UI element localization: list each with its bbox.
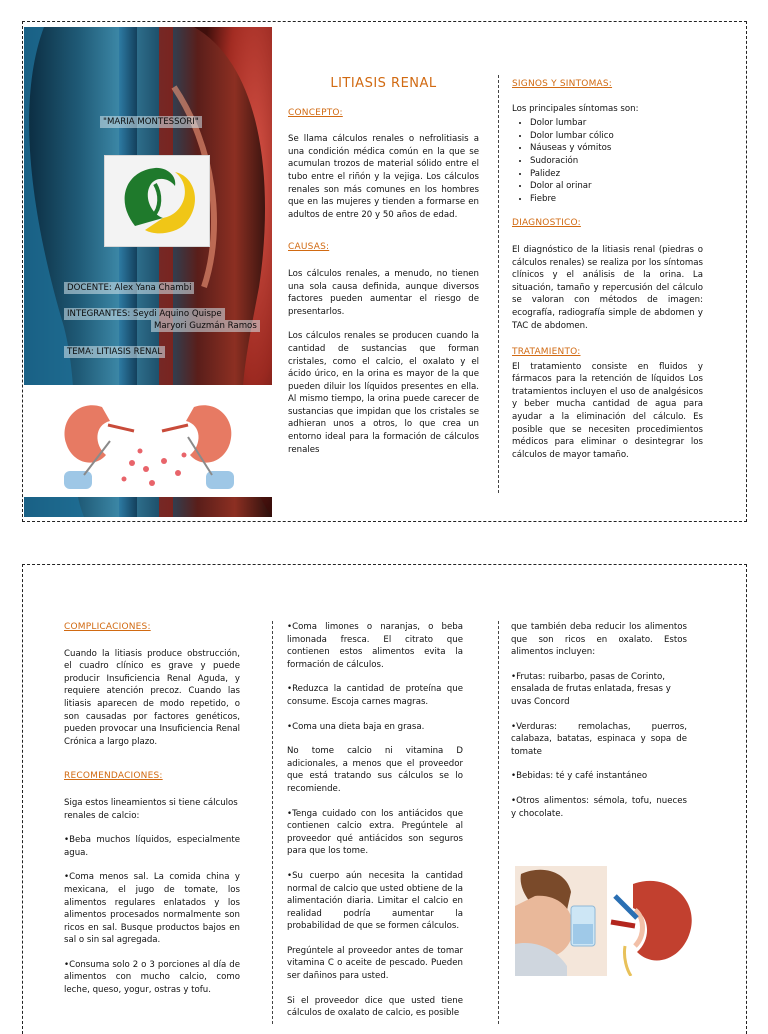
- recomendacion-item: •Bebidas: té y café instantáneo: [511, 771, 648, 782]
- complicaciones-heading: COMPLICACIONES:: [64, 622, 151, 632]
- right-column: [512, 78, 703, 473]
- recomendacion-item: No tome calcio ni vitamina D adicionales, a menos que el proveedor que está tratando sus cálculos se lo recomiende.: [287, 746, 463, 794]
- causas-heading: CAUSAS:: [288, 242, 330, 253]
- list-item: • Sudoración: [530, 155, 703, 168]
- list-item: • Náuseas y vómitos: [530, 142, 703, 155]
- recomendacion-item: •Beba muchos líquidos, especialmente agua.: [64, 835, 240, 858]
- integrantes-name-2: Maryori Guzmán Ramos: [151, 320, 260, 332]
- kidney-surgery-illustration: [24, 385, 272, 497]
- recomendacion-item: •Tenga cuidado con los antiácidos que contienen calcio extra. Pregúntele al proveedor qué antiácidos son seguros para que los tome.: [287, 808, 463, 857]
- recomendacion-item: Pregúntele al proveedor antes de tomar vitamina C o aceite de pescado. Pueden ser dañinos para usted.: [287, 945, 463, 982]
- recomendaciones-intro: Siga estos lineamientos si tiene cálculos renales de calcio:: [64, 797, 238, 821]
- causas-text-1: Los cálculos renales, a menudo, no tienen una sola causa definida, aunque diversos factores pueden aumentar el riesgo de presentarlos.: [288, 268, 479, 317]
- right-column-p2: [511, 621, 687, 832]
- docente-label: DOCENTE: Alex Yana Chambi: [64, 282, 194, 294]
- recomendacion-item: que también deba reducir los alimentos que son ricos en oxalato. Estos alimentos incluyen:: [511, 622, 687, 658]
- list-item: • Dolor al orinar: [530, 180, 703, 193]
- tratamiento-heading: TRATAMIENTO:: [512, 347, 581, 358]
- recomendacion-item: •Coma limones o naranjas, o beba limonada fresca. El citrato que contienen estos alimentos evita la formación de cálculos.: [287, 622, 463, 670]
- signos-intro: Los principales síntomas son:: [512, 103, 639, 114]
- recomendacion-item: •Frutas: ruibarbo, pasas de Corinto, ensalada de frutas enlatada, fresas y uvas Concord: [511, 671, 671, 707]
- recomendacion-item: •Verduras: remolachas, puerros, calabaza, batatas, espinaca y sopa de tomate: [511, 721, 687, 757]
- tema-label: TEMA: LITIASIS RENAL: [64, 346, 165, 358]
- concepto-text: Se llama cálculos renales o nefrolitiasis a una condición médica común en la que se acumulan trozos de material sólido entre el tubo entre el riñón y la vejiga. Los cálculos renales son más comunes en los hombres que en las mujeres y tienden a formarse en adultos de entre 20 y 50 años de edad.: [288, 134, 479, 220]
- integrantes-label: INTEGRANTES: Seydi Aquino Quispe: [64, 308, 225, 320]
- list-item: • Dolor lumbar cólico: [530, 130, 703, 143]
- logo-emblem-icon: [105, 156, 209, 246]
- list-item: • Fiebre: [530, 193, 703, 206]
- recomendacion-item: •Otros alimentos: sémola, tofu, nueces y chocolate.: [511, 795, 687, 819]
- diagnostico-text: El diagnóstico de la litiasis renal (piedras o cálculos renales) se realiza por los síntomas clínicos y el análisis de la orina. La situación, tamaño y repercusión del cálculo se valoran con métodos de imagen: ecografía, radiografía simple de abdomen y TAC de abdomen.: [512, 244, 703, 331]
- page-title: LITIASIS RENAL: [330, 76, 437, 91]
- column-divider: [498, 75, 499, 493]
- concepto-heading: CONCEPTO:: [288, 107, 343, 118]
- school-logo: [104, 155, 210, 247]
- school-name: "MARIA MONTESSORI": [100, 116, 202, 128]
- cover-panel: [24, 27, 272, 517]
- recomendacion-item: Si el proveedor dice que usted tiene cálculos de oxalato de calcio, es posible: [287, 995, 463, 1019]
- middle-column: [288, 78, 479, 468]
- causas-text-2: Los cálculos renales se producen cuando la cantidad de sustancias que forman cristales, como el calcio, el oxalato y el ácido úrico, en la orina es mayor de la que pueden diluir los líquidos presentes en ella. Al mismo tiempo, la orina puede carecer de sustancias que impidan que los cristales se adhieran unos a otros, lo que crea un entorno ideal para la formación de cálculos renales: [288, 331, 479, 455]
- complicaciones-text: Cuando la litiasis produce obstrucción, el cuadro clínico es grave y puede producir Insuficiencia Renal Aguda, y requiere atención precoz. Cuando las litiasis aparecen de modo repetido, o son causadas por factores genéticos, pueden provocar una Insuficiencia Renal Crónica a largo plazo.: [64, 648, 240, 747]
- list-item: • Dolor lumbar: [530, 117, 703, 130]
- recomendacion-item: •Coma menos sal. La comida china y mexicana, el jugo de tomate, los alimentos regulares enlatados y los alimentos procesados normalmente son ricos en sal. Busque productos bajos en sal o sin sal agregada.: [64, 872, 240, 946]
- column-divider: [498, 621, 499, 1024]
- column-divider: [272, 621, 273, 1024]
- recomendacion-item: •Su cuerpo aún necesita la cantidad normal de calcio que usted obtiene de la alimentación diaria. Limitar el calcio en realidad podría aumentar la probabilidad de que se formen cálculos.: [287, 870, 463, 932]
- recomendacion-item: •Coma una dieta baja en grasa.: [287, 721, 425, 732]
- drinking-water-kidney-image: [515, 866, 699, 976]
- recomendaciones-heading: RECOMENDACIONES:: [64, 771, 163, 782]
- recomendacion-item: •Reduzca la cantidad de proteína que consume. Escoja carnes magras.: [287, 684, 463, 707]
- tratamiento-text: El tratamiento consiste en fluidos y fármacos para la retención de líquidos Los tratamientos incluyen el uso de analgésicos y beber mucha cantidad de agua para ayudar a la eliminación del cálculo. Es posible que se necesiten procedimientos médicos para eliminar o desintegrar los cálculos de mayor tamaño.: [512, 361, 703, 460]
- recomendacion-item: •Consuma solo 2 o 3 porciones al día de alimentos con mucho calcio, como leche, queso, yogur, ostras y tofu.: [64, 959, 240, 996]
- symptom-list: [512, 117, 703, 205]
- left-column-p2: [64, 621, 240, 1009]
- signos-heading: SIGNOS Y SINTOMAS:: [512, 79, 613, 89]
- diagnostico-heading: DIAGNOSTICO:: [512, 218, 581, 229]
- list-item: • Palidez: [530, 168, 703, 181]
- middle-column-p2: [287, 621, 463, 1032]
